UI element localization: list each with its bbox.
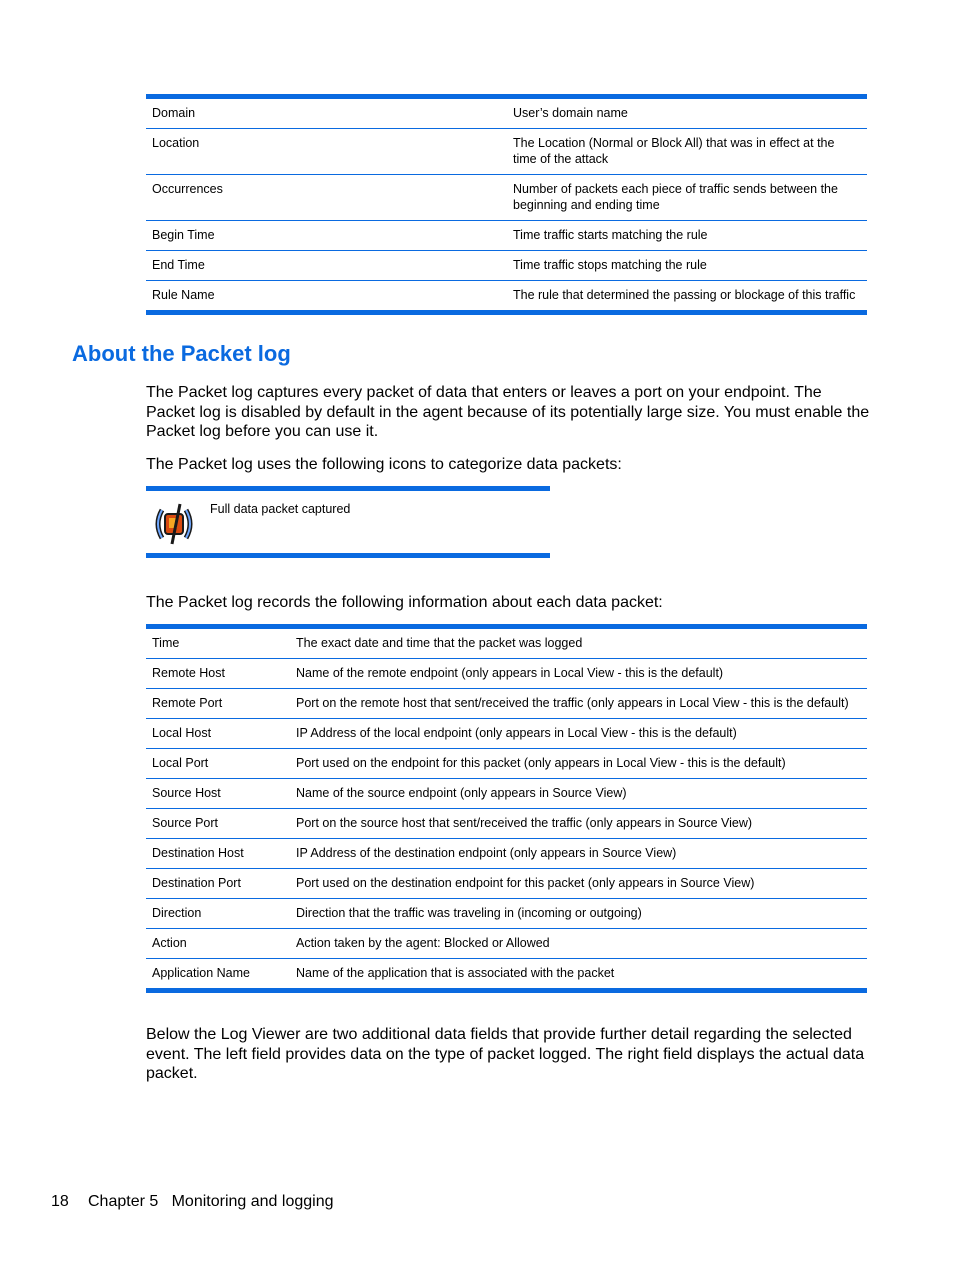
field-name: Action — [146, 929, 290, 959]
section-title: About the Packet log — [72, 341, 291, 366]
table-row — [146, 221, 867, 251]
icon-description: Full data packet captured — [210, 502, 351, 516]
field-name: Source Port — [146, 809, 290, 839]
field-name: Local Host — [146, 719, 290, 749]
field-description: Name of the remote endpoint (only appears in Local View - this is the default) — [290, 659, 867, 689]
field-description: The exact date and time that the packet was logged — [296, 636, 583, 650]
chapter-title: Chapter 5 Monitoring and logging — [88, 1193, 334, 1210]
table-row — [146, 251, 867, 281]
field-description: Name of the application that is associated with the packet — [290, 959, 867, 991]
field-description: Number of packets each piece of traffic sends between the beginning and ending time — [507, 175, 867, 221]
field-description: Port on the source host that sent/received the traffic (only appears in Source View) — [290, 809, 867, 839]
field-name: Domain — [152, 106, 196, 120]
field-name: Application Name — [146, 959, 290, 991]
field-description: Time traffic starts matching the rule — [507, 221, 867, 251]
page-number: 18 — [51, 1193, 69, 1210]
table-row — [146, 129, 867, 175]
icons-intro-paragraph: The Packet log uses the following icons to categorize data packets: — [146, 456, 622, 473]
packet-icons-table — [146, 486, 550, 558]
field-name: End Time — [146, 251, 507, 281]
intro-paragraph: The Packet log captures every packet of data that enters or leaves a port on your endpoint. The Packet log is disabled by default in the agent because of its potentially large size. You must enable the Packet log before you can use it. — [146, 384, 870, 440]
field-description: Action taken by the agent: Blocked or Allowed — [290, 929, 867, 959]
field-description: The rule that determined the passing or blockage of this traffic — [507, 281, 867, 313]
field-description: Name of the source endpoint (only appears in Source View) — [290, 779, 867, 809]
table-row — [146, 689, 867, 719]
field-description: IP Address of the destination endpoint (only appears in Source View) — [290, 839, 867, 869]
field-name: Time — [152, 636, 180, 650]
field-description: Port used on the destination endpoint for this packet (only appears in Source View) — [290, 869, 867, 899]
field-description: Port used on the endpoint for this packet (only appears in Local View - this is the default) — [290, 749, 867, 779]
field-name: Source Host — [146, 779, 290, 809]
field-name: Remote Port — [146, 689, 290, 719]
table-row — [146, 809, 867, 839]
field-name: Destination Port — [146, 869, 290, 899]
field-name: Rule Name — [146, 281, 507, 313]
field-name: Direction — [146, 899, 290, 929]
table-row — [146, 929, 867, 959]
field-name: Local Port — [146, 749, 290, 779]
table-row — [146, 627, 867, 659]
table-row — [146, 959, 867, 991]
table-row — [146, 719, 867, 749]
packet-fields-table — [146, 624, 867, 993]
table-row — [146, 281, 867, 313]
log-viewer-paragraph: Below the Log Viewer are two additional data fields that provide further detail regarding the selected event. The left field provides data on the type of packet logged. The right field displays the actual data packet. — [146, 1026, 865, 1082]
field-name: Occurrences — [146, 175, 507, 221]
field-description: The Location (Normal or Block All) that was in effect at the time of the attack — [507, 129, 867, 175]
table-row — [146, 899, 867, 929]
field-description: Port on the remote host that sent/received the traffic (only appears in Local View - this is the default) — [290, 689, 867, 719]
field-name: Begin Time — [146, 221, 507, 251]
table-row — [146, 869, 867, 899]
field-name: Location — [146, 129, 507, 175]
field-description: IP Address of the local endpoint (only appears in Local View - this is the default) — [290, 719, 867, 749]
field-description: User’s domain name — [513, 106, 628, 120]
field-name: Remote Host — [146, 659, 290, 689]
table-row — [146, 175, 867, 221]
field-description: Direction that the traffic was traveling in (incoming or outgoing) — [290, 899, 867, 929]
log-fields-table — [146, 94, 867, 315]
table-row — [146, 779, 867, 809]
field-name: Destination Host — [146, 839, 290, 869]
records-intro-paragraph: The Packet log records the following information about each data packet: — [146, 594, 663, 611]
table-row — [146, 749, 867, 779]
table-row — [146, 839, 867, 869]
table-row — [146, 659, 867, 689]
table-row — [146, 97, 867, 129]
field-description: Time traffic stops matching the rule — [507, 251, 867, 281]
full-data-packet-icon — [150, 500, 198, 548]
